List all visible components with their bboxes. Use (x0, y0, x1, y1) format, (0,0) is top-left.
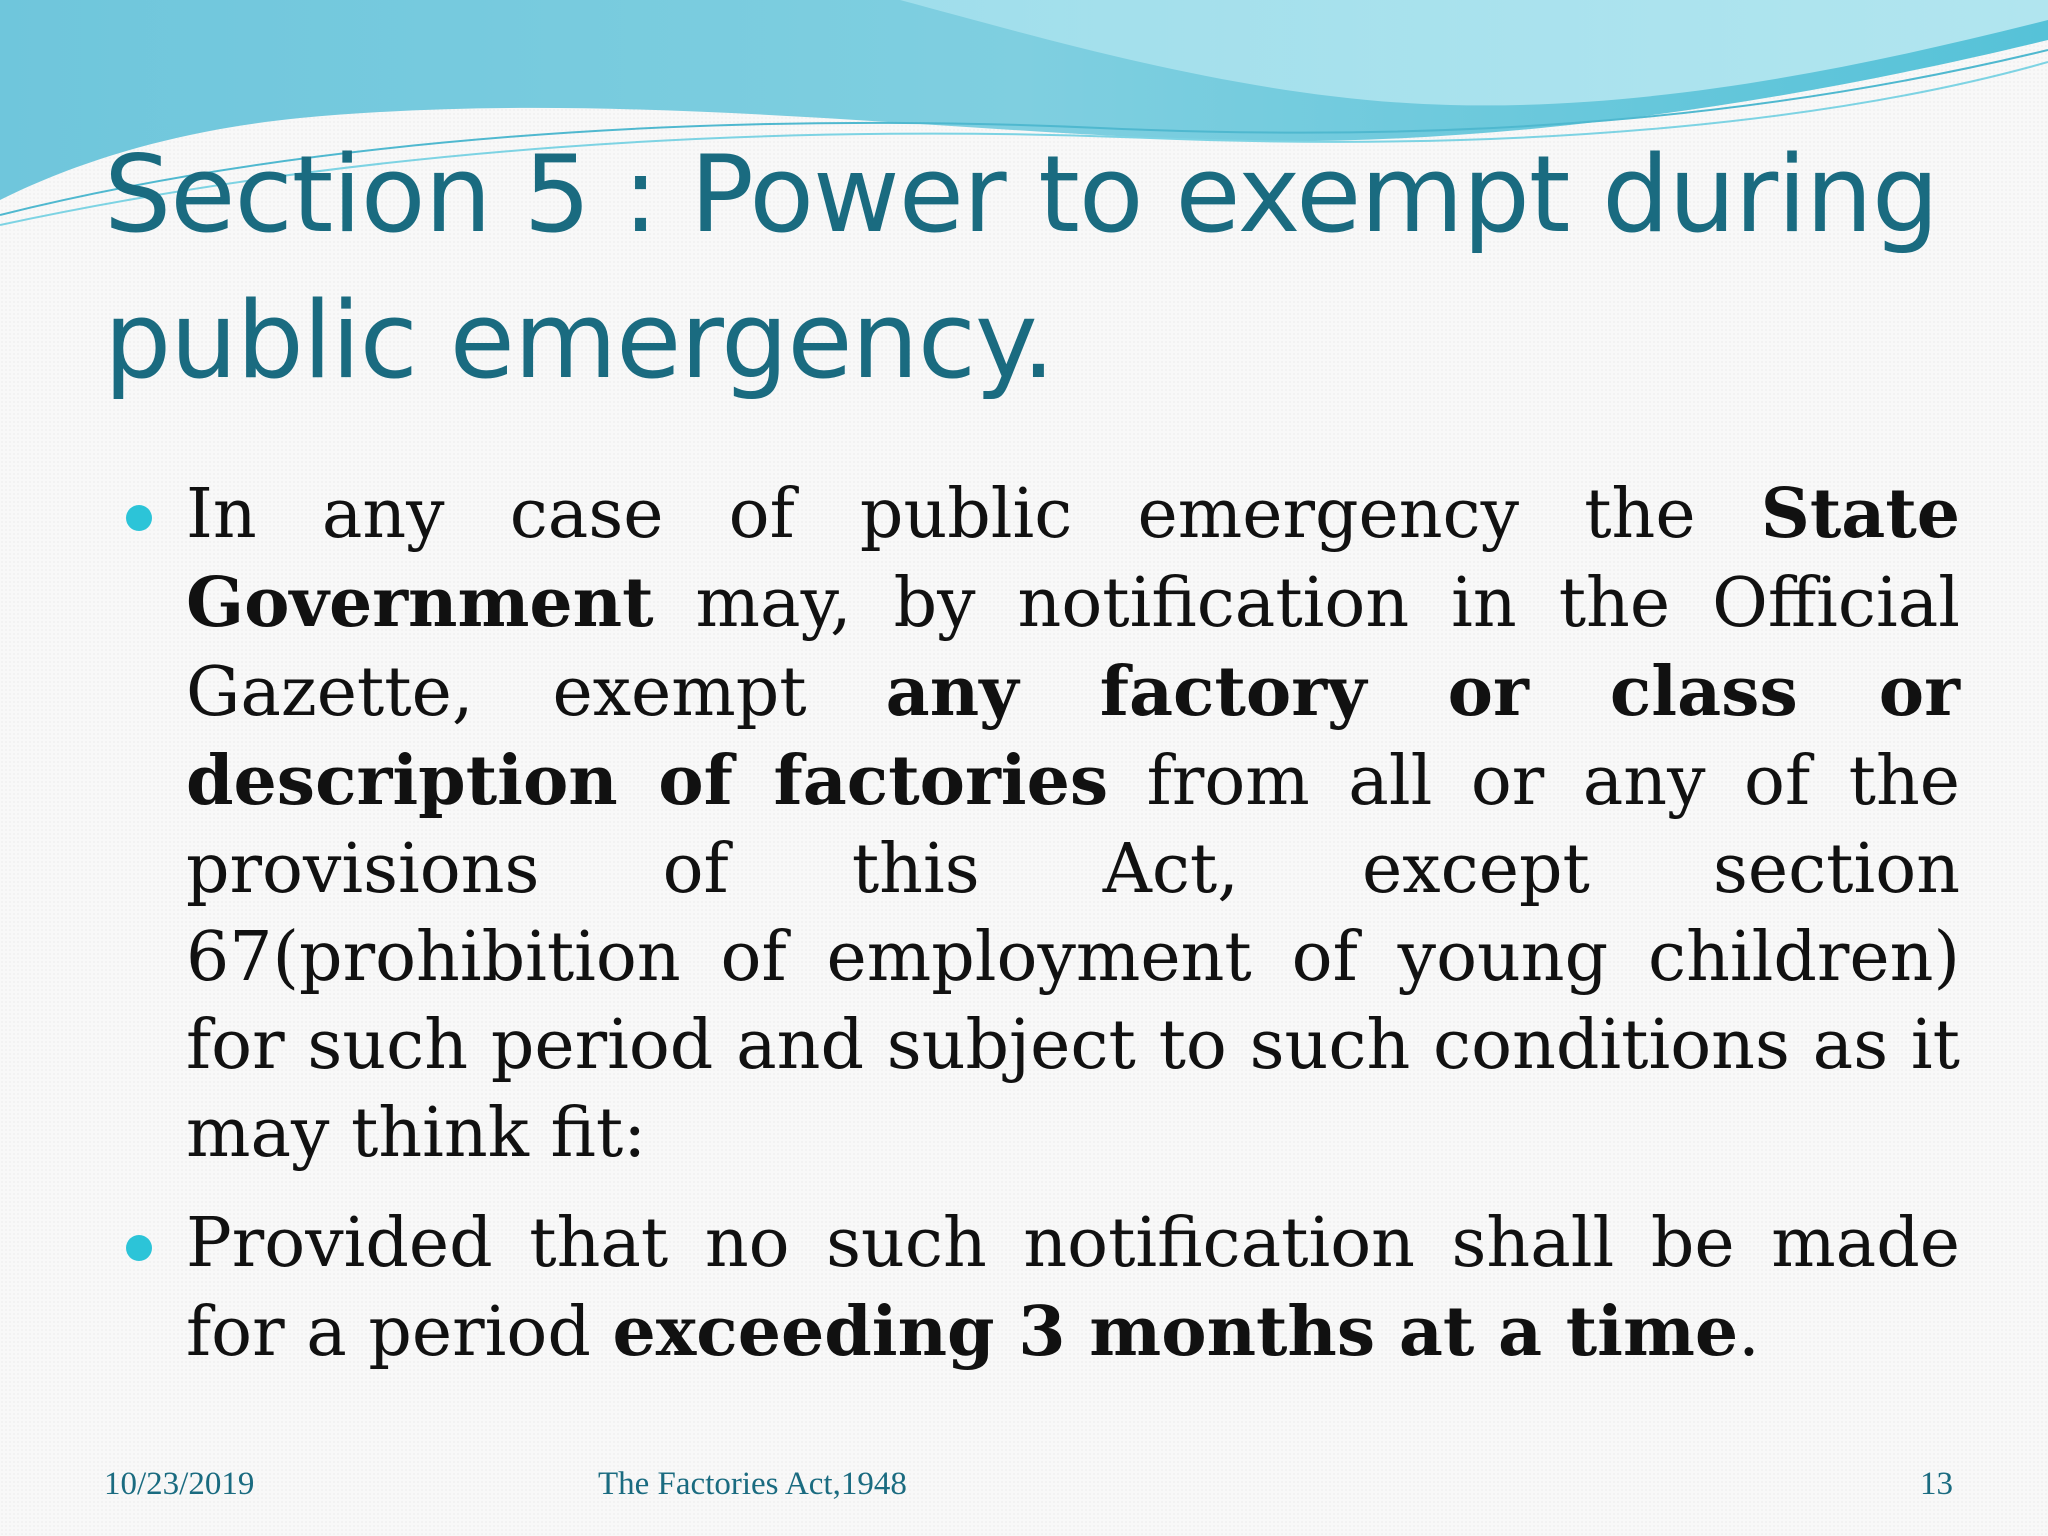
text-segment: In any case of public emergency the (186, 475, 1761, 554)
bold-text-segment: any factory or class or description of factories (186, 652, 1960, 821)
bullet-dot-icon (126, 505, 152, 531)
page-number: 13 (1920, 1466, 1953, 1502)
bullet-list (126, 470, 1960, 1399)
bold-text-segment: State Government (186, 474, 1960, 643)
bullet-item (126, 1200, 1960, 1377)
text-segment: may, by notification in the Official Gazette, exempt (186, 564, 1960, 732)
footer-title: The Factories Act,1948 (598, 1466, 907, 1502)
text-segment: from all or any of the provisions of this Act, except section 67(prohibition of employment of young children) for such period and subject to such conditions as it may think fit: (186, 742, 1960, 1173)
bullet-dot-icon (126, 1235, 152, 1261)
bold-text-segment: exceeding 3 months at a time (612, 1292, 1739, 1372)
bullet-item (126, 470, 1960, 1178)
slide-title: Section 5 : Power to exempt during public emergency. (104, 133, 1939, 402)
footer-date: 10/23/2019 (104, 1466, 255, 1502)
text-segment: . (1738, 1293, 1760, 1372)
text-segment: Provided that no such notification shall be made for a period (186, 1204, 1960, 1372)
